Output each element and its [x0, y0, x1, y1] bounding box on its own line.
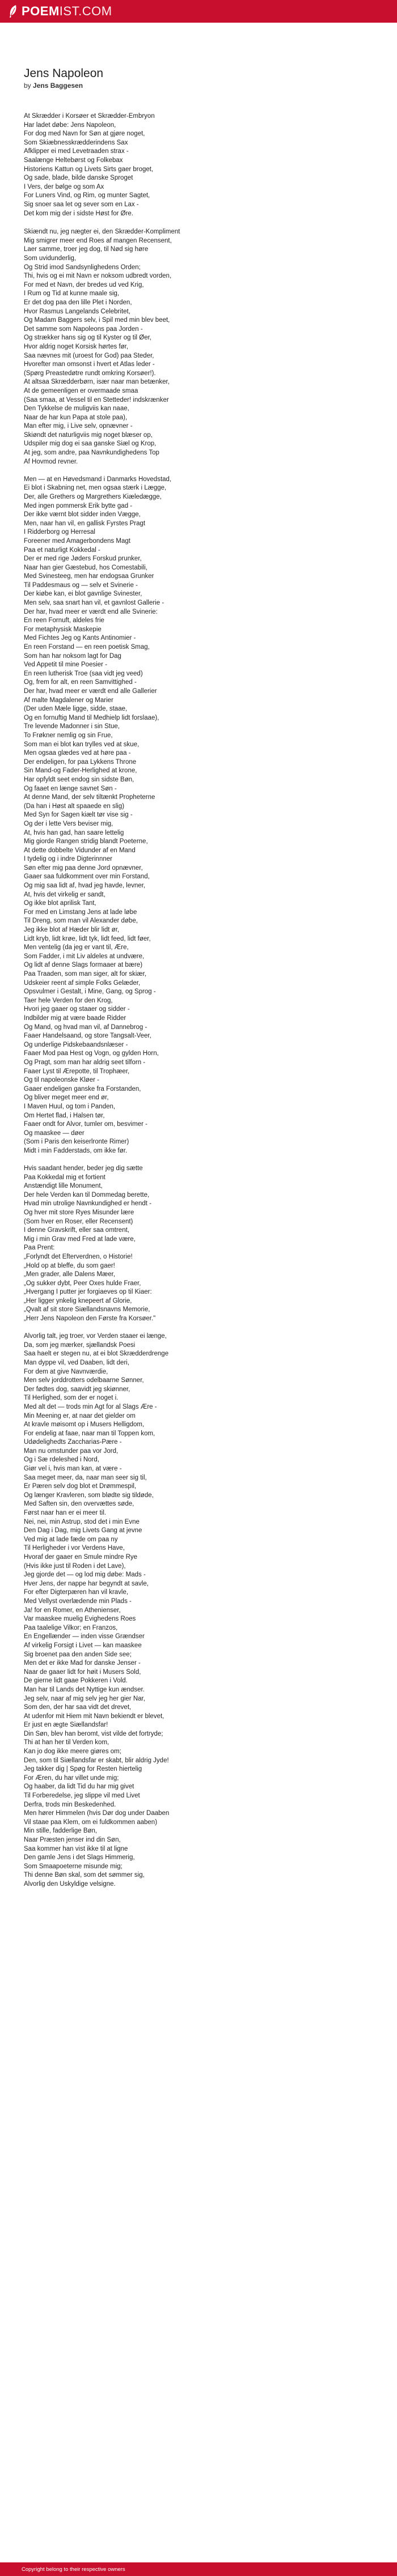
- poem-title: Jens Napoleon: [24, 67, 104, 80]
- logo-bold: POEM: [22, 4, 60, 18]
- stanza: Skiændt nu, jeg nægter ei, den Skrædder-Kompliment Mig smigrer meer end Roes af mangen Recensent, Laer samme, troer jeg dog, til Nød sig høre Som uvidunderlig, Og Strid imod Sandsynlighedens Orden; Thi, hvis og ei mit Navn er noksom udbredt vorden, For med et Navn, der bredes ud ved Krig, I Rum og Tid at kunne maale sig, Er det dog paa den lille Plet i Norden, Hvor Rasmus Langelands Celebritet, Og Madam Baggers selv, i Spil med min blev beet, Det samme som Napoleons paa Jorden - Og strækker hans sig og til Kyster og til Øer, Hvor aldrig noget Korsisk hørtes før, Saa nævnes mit (uroest for God) paa Steder, Hvorefter man omsonst i hvert et Atlas leder - (Spørg Preastedøtre rundt omkring Korsøer!). At altsaa Skrædderbørn, især naar man betænker, At de gemeenligen er overmaade smaa (Saa smaa, at Vessel til en Stetteder! indskrænker Den Tykkelse de muligviis kan naae, Naar de har kun Papa at stole paa), Man efter mig, i Live selv, opnævner - Skiøndt det naturligviis mig noget blæser op, Udspiler mig dog ei saa ganske Siæl og Krop, At jeg, som andre, paa Navnkundighedens Top Af Hovmod revner.: [24, 228, 180, 465]
- byline-prefix: by: [24, 82, 33, 90]
- author-name[interactable]: Jens Baggesen: [33, 82, 83, 90]
- site-footer: [0, 2562, 397, 2576]
- stanza: Men — at en Høvedsmand i Danmarks Hovedstad, Ei blot i Skabning net, men ogsaa stærk i Læggе, Der, alle Grethers og Margrethers Kiæledægge, Med ingen pommersk Erik bytte gad - Der ikke værnt blot sidder inden Vægge, Men, naar han vil, en gallisk Fyrstes Pragt I Ridderborg og Herresal Foreener med Amagerbondens Magt Paa et naturligt Kokkedal - Der er med rige Jøders Forskud prunker, Naar han gier Gæstebud, hos Comestabili, Med Svinesteeg, men har endogsaa Grunker Til Paddesmaus og — selv et Svinerie - Der kiøbe kan, ei blot gavnlige Svinester, Men selv, saa snart han vil, et gavnlost Gallerie - Der har, hvad meer er værdt end alle Svinerie: En reen Fornuft, aldeles frie For metaphysisk Maskepie Med Fichtes Jeg og Kants Antinomier - En reen Forstand — en reen poetisk Smag, Som han har noksom lagt for Dag Ved Appetit til mine Poesier - En reen lutherisk Troe (saa vidt jeg veed) Og, frem for alt, en reen Samvittighed - Der har, hvad meer er værdt end alle Gallerier Af malte Magdalener og Marier (Der uden Mæle ligge, sidde, staae, Og en fornuftig Mand til Medhielp lidt forslaae), Tre levende Madonner i sin Stue, To Frøkner nemlig og sin Frue, Som man ei blot kan trylles ved at skue, Men ogsaa glædes ved at høre paa - Der endeligen, for paa Lykkens Throne Sin Mand-og Fader-Herlighed at krone, Har opfyldt seet endog sin sidste Bøn, Og faaet en længe savnet Søn - At denne Mand, der selv tiltænkt Propheterne (Da han i Høst alt spaaede en slig) Med Syn for Sagen kiælt tør vise sig - Og der i lette Vers beviser mig, At, hvis han gad, han saare lettelig Mig giorde Rangen stridig blandt Poeterne, At dette dobbelte Vidunder af en Mand I tydelig og i indre Digterinnner Søn efter mig paa denne Jord opnævner, Gaaer saa fuldkomment over min Forstand, Og mig saa lidt af, hvad jeg havde, levner, At, hvis det virkelig er sandt, Og ikke blot aprilisk Tant, For med en Limstang Jens at lade løbe Til Dreng, som man vil Alexander døbe, Jeg ikke blot af Hæder blir lidt ør, Lidt kryb, lidt krøe, lidt tyk, lidt feed, lidt føer, Men ventelig (da jeg er vant til, Ære, Som Fadder, i mit Liv aldeles at undvære, Og lidt af denne Slags formaaer at bære) Paa Traaden, som man siger, alt for skiær, Udskeier reent af simple Folks Gelæder, Opsvulmer i Gestalt, i Mine, Gang, og Sprog - Taer hele Verden for den Krog, Hvori jeg gaaer og staaer og sidder - Indbilder mig at være baade Ridder Og Mand, og hvad man vil, af Dannebrog - Faaer Handelsaand, og store Tangsalt-Veer, Og underlige Pidskebaandsnlæser - Faaer Mod paa Hest og Vogn, og gylden Horn, Og Pragt, som man har aldrig seet tilforn - Faaer Lyst til Ærepotte, til Trophæer, Og til napoleonske Kløer - Gaaer endeligen ganske fra Forstanden, Og bliver meget meer end ør, I Maven Huul, og tom i Panden, Om Hertet flad, i Halsen tør, Faaer ondt for Alvor, tumler om, besvimer - Og maaskee — døer (Som i Paris den keiserlronte Rimer) Midt i min Fadderstads, om ikke før.: [24, 475, 172, 1154]
- copyright-text: Copyright belong to their respective owners: [22, 2566, 125, 2573]
- byline: [24, 82, 341, 90]
- site-header: [0, 0, 397, 23]
- site-logo[interactable]: [8, 4, 112, 19]
- stanza: At Skrædder i Korsøer et Skrædder-Embryon Har ladet døbe: Jens Napoleon, For dog med Navn for Søn at gjøre noget, Som Skiæbnesskrædderindens Sax Afklipper ei med Levetraaden strax - Saalænge Heltebørst og Folkebax Historiens Kattun og Livets Sirts gaer broget, Og sade, blade, bilde danske Sproget I Vers, der bølge og som Ax For Luners Vind, og Rim, og munter Sagtet, Sig snoer saa let og sever som en Lax - Det kom mig der i sidste Høst for Øre.: [24, 113, 155, 217]
- stanza: Hvis saadant hender, beder jeg dig sætte Paa Kokkedal mig et fortient Anstændigt lille Monument, Der hele Verden kan til Dommedag berette, Hvad min utrolige Navnkundighed er hendt - Og hver mit store Ryes Misunder lære (Som hver en Roser, eller Recensent) I denne Gravskrift, eller saa omtrent, Mig i min Grav med Fred at lade være, Paa Prent: „Forlyndt det Efterverdnen, o Historie! „Hold op at bleffe, du som gaer! „Men grader, alle Dalens Mæer, „Og sukker dybt, Peer Oxes hulde Fraer, „Hvergang I putter jer forgiaeves op til Kiaer: „Her ligger ynkelig knepeert af Glorie, „Qvalt af sit store Siællandsnavns Memorie, „Herr Jens Napoleon den Første fra Korsøer.": [24, 1164, 156, 1323]
- feather-icon: [8, 5, 18, 18]
- poem-body: [24, 112, 341, 1889]
- stanza: Alvorlig talt, jeg troer, vor Verden staaer ei længe, Da, som jeg mærker, sjællandsk Poesi Saa haelt er stegen nu, at ei blot Skrædderdrenge Man dyppe vil, ved Daaben, lidt deri, For dem at give Navnværdie, Men selv jorddrotters odelbaarne Sønner, Der fødtes dog, saavidt jeg skiønner, Til Herlighed, som der er noget i. Med alt det — trods min Agt for al Slags Ære - Min Meening er, at naar det gielder om At kravle møisomt op i Musers Helligdom, For endelig at faae, naar man til Toppen kom, Udødelighedts Zaccharias-Pære - Man nu omstunder paa vor Jord, Og i Sæ rdeleshed i Nord, Giør vel i, hvis man kan, at være - Saa meget meer, da, naar man seer sig til, Er Pæren selv dog blot et Drømmespil, Og længer Kravleren, som blødte sig tildøde, Med Saften sin, den overvættes søde, Først naar han er ei meer til. Nei, nei, min Astrup, stod det i min Evne Den Dag i Dag, mig Livets Gang at jevne Ved mig at lade fæde om paa ny Til Herligheder i vor Verdens Have, Hvoraf der gaaer en Smule mindre Rye (Hvis ikke just til Roden i det Lave), Jeg gjorde det — og lod mig døbe: Mads - Hver Jens, der nappe har begyndt at savle, For efter Digterpæren han vil kravle, Med Vellyst overlædende min Plads - Ja! for en Romer, en Athenienser, Var maaskee muelig Evighedens Roes Paa taalelige Vilkor; en Franzos, En Engellænder — inden visse Grændser Af virkelig Forsigt i Livet — kan maaskee Sig broenet paa den anden Side see; Men det er ikke Mad for danske Jenser - Naar de gaaer lidt for høit i Musers Sold, De gierne lidt gaae Pokkeren i Vold. Man har til Lands det Nyttige kun ændser. Jeg selv, naar af mig selv jeg her gier Nar, Som den, der har saa vidt det drevet, At udenfor mit Hiem mit Navn bekiendt er blevet, Er just en ægte Siællandsfar! Din Søn, blev han beromt, vist vilde det fortryde; Thi at han her til Verden kom, Kan jo dog ikke meere giøres om; Den, som til Siællandsfar er skabt, blir aldrig Jyde! Jeg takker dig | Spøg for Resten hiertelig For Æren, du har villet unde mig; Og haaber, da lidt Tid du har mig givet Til Forberedelse, jeg slippe vil med Livet Derfra, trods min Beskedenhed. Men hører Himmelen (hvis Dør dog under Daaben Vil staae paa Klem, om ei fuldkommen aaben) Min stille, fadderlige Bøn, Naar Præsten jenser ind din Søn, Saa kommer han vist ikke til at ligne Den gamle Jens i det Slags Himmerig, Som Smaapoeterne misunde mig; Thi denne Bøn skal, som det sømmer sig, Alvorlig den Uskyldige velsigne.: [24, 1333, 170, 1888]
- logo-light: IST.COM: [59, 4, 112, 18]
- poem-container: [24, 67, 341, 1898]
